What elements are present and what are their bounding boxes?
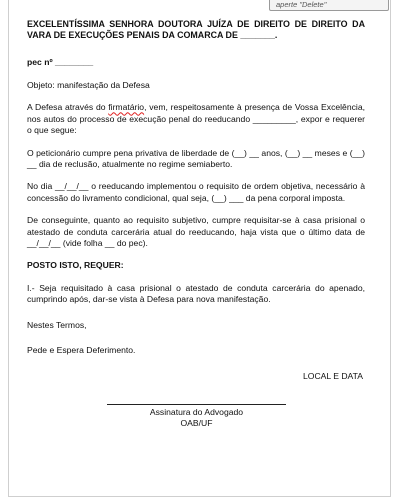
misspelled-word[interactable]: firmatário	[108, 102, 145, 113]
local-and-date: LOCAL E DATA	[302, 370, 363, 381]
intro-text-start: A Defesa através do	[27, 102, 109, 113]
paragraph-intro	[27, 102, 365, 136]
signature-label: Assinatura do Advogado	[149, 407, 244, 417]
oab-label: OAB/UF	[180, 418, 213, 429]
requests-heading: POSTO ISTO, REQUER:	[27, 260, 124, 271]
pec-number-line: pec nº ________	[27, 56, 94, 67]
closing-terms: Nestes Termos,	[27, 319, 87, 330]
paragraph-sentence: O peticionário cumpre pena privativa de liberdade de (__) __ anos, (__) __ meses e (__) __ dia de reclusão, atualmente no regime semiaberto.	[27, 147, 365, 170]
paragraph-subjective-requirement: De conseguinte, quanto ao requisito subjetivo, cumpre requisitar-se à casa prisional o atestado de conduta carcerária atual do reeducando, haja vista que o último data de __/__/__ (vide folha __ do pec).	[27, 215, 365, 249]
signature-block	[107, 404, 286, 430]
document-body[interactable]	[27, 19, 365, 382]
intro-text-end: , vem, respeitosamente à presença de Vossa Excelência, nos autos do processo de execução penal do reeducando _________, expor e requerer o que segue:	[27, 102, 365, 136]
document-title: EXCELENTÍSSIMA SENHORA DOUTORA JUÍZA DE DIREITO DE DIREITO DA VARA DE EXECUÇÕES PENAIS DA COMARCA DE _______.	[27, 19, 365, 41]
objeto-line: Objeto: manifestação da Defesa	[27, 80, 150, 90]
closing-request: Pede e Espera Deferimento.	[27, 345, 136, 356]
delete-hint-tooltip: aperte "Delete"	[269, 0, 389, 11]
paragraph-objective-requirement: No dia __/__/__ o reeducando implementou o requisito de ordem objetiva, necessário à concessão do livramento condicional, qual seja, (__) ___ da pena corporal imposta.	[27, 181, 365, 203]
document-page	[8, 0, 391, 497]
request-item-1: I.- Seja requisitado à casa prisional o atestado de conduta carcerária do apenado, cumprindo após, dar-se vista à Defesa para nova manifestação.	[27, 282, 365, 305]
